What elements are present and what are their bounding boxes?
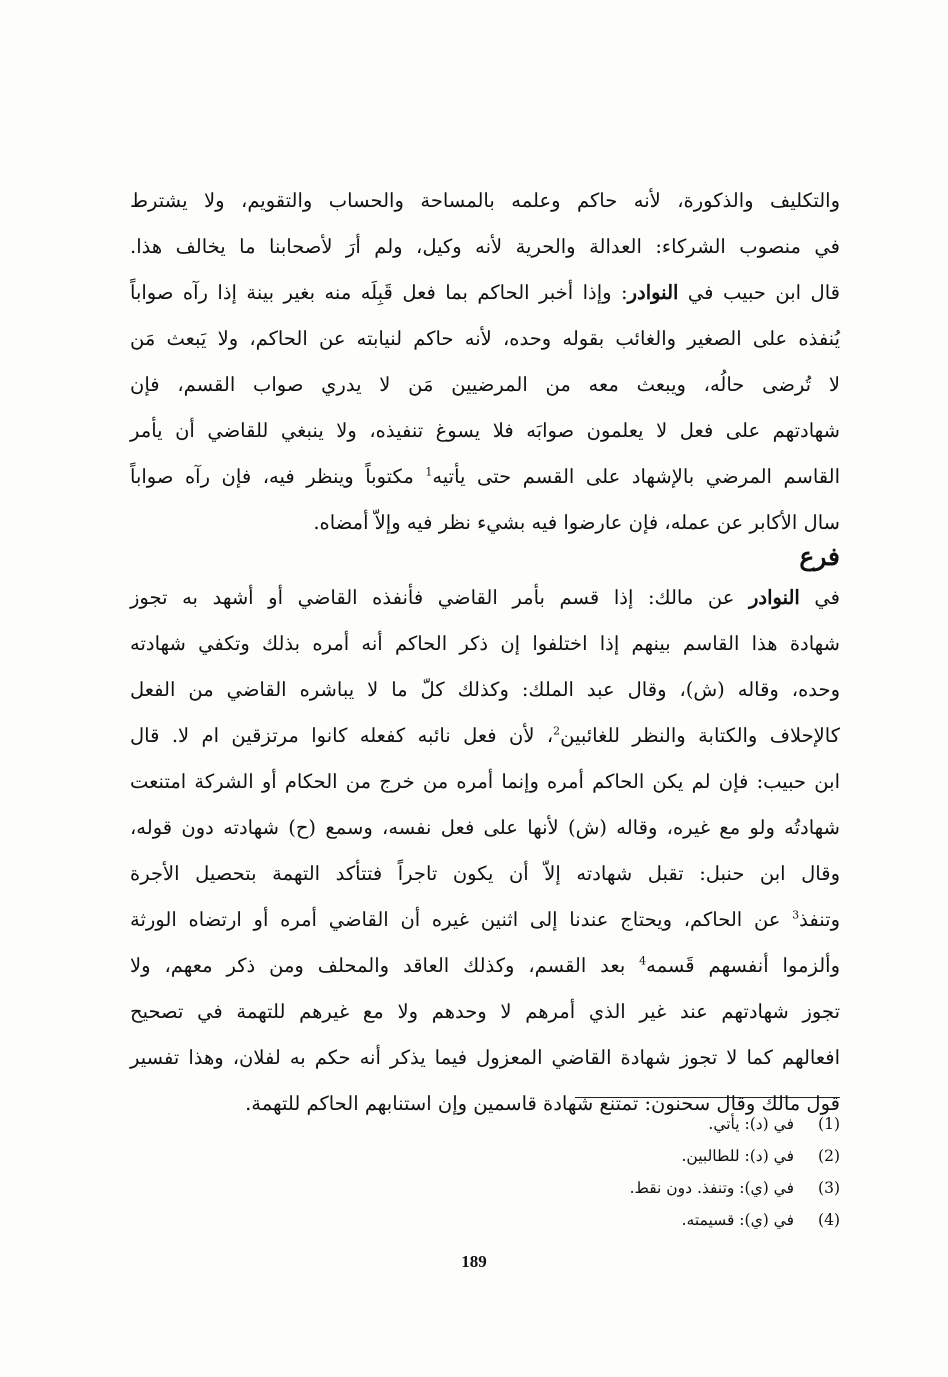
text-line	[130, 575, 840, 621]
text-line: وقال ابن حنبل: تقبل شهادته إلاّ أن يكون تاجراً فتتأكد التهمة بتحصيل الأجرة	[130, 862, 840, 885]
text-segment: عن الحاكم، ويحتاج عندنا إلى اثنين غيره أن القاضي أمره أو ارتضاه الورثة	[130, 908, 793, 931]
footnote-item	[440, 1140, 840, 1172]
footnote-number: (2)	[818, 1147, 840, 1165]
text-line	[130, 270, 840, 316]
footnote-item	[440, 1108, 840, 1140]
footnote-item	[440, 1204, 840, 1236]
text-segment: قال ابن حبيب في	[678, 281, 840, 304]
text-line: في منصوب الشركاء: العدالة والحرية لأنه وكيل، ولم أرَ لأصحابنا ما يخالف هذا.	[130, 235, 840, 258]
text-line: شهادة هذا القاسم بينهم إذا اختلفوا إن ذكر الحاكم أنه أمره بذلك وتكفي شهادته	[130, 632, 840, 655]
text-segment: بعد القسم، وكذلك العاقد والمحلف ومن ذكر معهم، ولا	[130, 954, 640, 977]
text-segment: مكتوباً وينظر فيه، فإن رآه صواباً	[130, 465, 426, 488]
text-segment: : وإذا أخبر الحاكم بما فعل قَبِلَه منه بغير بينة إذا رآه صواباً	[130, 281, 628, 304]
footnote-number: (1)	[818, 1115, 840, 1133]
text-line	[130, 454, 840, 500]
footnote-number: (3)	[818, 1179, 840, 1197]
text-line: قول مالك وقال سحنون: تمتنع شهادة قاسمين وإن استنابهم الحاكم للتهمة.	[245, 1092, 840, 1115]
paragraph-2	[130, 542, 841, 1127]
footnote-ref: 4	[639, 954, 647, 968]
text-line: والتكليف والذكورة، لأنه حاكم وعلمه بالمساحة والحساب والتقويم، ولا يشترط	[130, 189, 840, 212]
section-heading: فرع	[799, 542, 840, 571]
text-segment: وألزموا أنفسهم قَسمه	[646, 954, 840, 977]
footnote-ref: 3	[792, 908, 800, 922]
text-segment: القاسم المرضي بالإشهاد على القسم حتى يأتيه	[432, 465, 840, 488]
footnote-ref: 1	[425, 465, 433, 479]
text-line: لا تُرضى حالُه، ويبعث معه من المرضيين مَن لا يدري صواب القسم، فإن	[130, 373, 840, 396]
footnote-item	[440, 1172, 840, 1204]
footnote-text: في (ي): وتنفذ. دون نقط.	[629, 1179, 794, 1197]
text-line: ابن حبيب: فإن لم يكن الحاكم أمره وإنما أمره من خرج من الحكام أو الشركة امتنعت	[130, 770, 840, 793]
page-number: 189	[461, 1252, 487, 1271]
text-line: يُنفذه على الصغير والغائب بقوله وحده، لأنه حاكم لنيابته عن الحاكم، ولا يَبعث مَن	[130, 327, 840, 350]
paragraph-1	[130, 178, 840, 546]
text-segment: كالإحلاف والكتابة والنظر للغائبين	[560, 724, 840, 747]
footnote-text: في (ي): قسيمته.	[681, 1211, 794, 1229]
text-line: وحده، وقاله (ش)، وقال عبد الملك: وكذلك كلّ ما لا يباشره القاضي من الفعل	[130, 678, 840, 701]
text-line: شهادتهم على فعل لا يعلمون صوابَه فلا يسوغ تنفيذه، ولا ينبغي للقاضي أن يأمر	[130, 419, 840, 442]
text-segment: عن مالك: إذا قسم بأمر القاضي فأنفذه القاضي أو أشهد به تجوز	[130, 586, 749, 609]
text-segment: في	[799, 586, 841, 609]
footnotes	[440, 1108, 840, 1236]
footnote-ref: 2	[553, 724, 561, 738]
text-segment: ، لأن فعل نائبه كفعله كانوا مرتزقين ام لا. قال	[130, 724, 554, 747]
footnote-number: (4)	[818, 1211, 840, 1229]
text-line	[130, 897, 840, 943]
footnote-text: في (د): يأتي.	[708, 1115, 794, 1133]
footnote-divider	[575, 1097, 840, 1098]
text-line	[130, 713, 840, 759]
text-line	[130, 943, 840, 989]
footnote-text: في (د): للطالبين.	[681, 1147, 794, 1165]
text-line: تجوز شهادتهم عند غير الذي أمرهم لا وحدهم ولا مع غيرهم للتهمة في تصحيح	[130, 1000, 840, 1023]
text-line: افعالهم كما لا تجوز شهادة القاضي المعزول فيما يذكر أنه حكم به لفلان، وهذا تفسير	[130, 1046, 840, 1069]
text-segment: وتنفذ	[799, 908, 840, 931]
source-title-bold: النوادر	[748, 586, 800, 609]
text-line: سال الأكابر عن عمله، فإن عارضوا فيه بشيء نظر فيه وإلاّ أمضاه.	[313, 511, 840, 534]
text-line: شهادتُه ولو مع غيره، وقاله (ش) لأنها على فعل نفسه، وسمع (ح) شهادته دون قوله،	[130, 816, 840, 839]
source-title-bold: النوادر	[627, 281, 679, 304]
